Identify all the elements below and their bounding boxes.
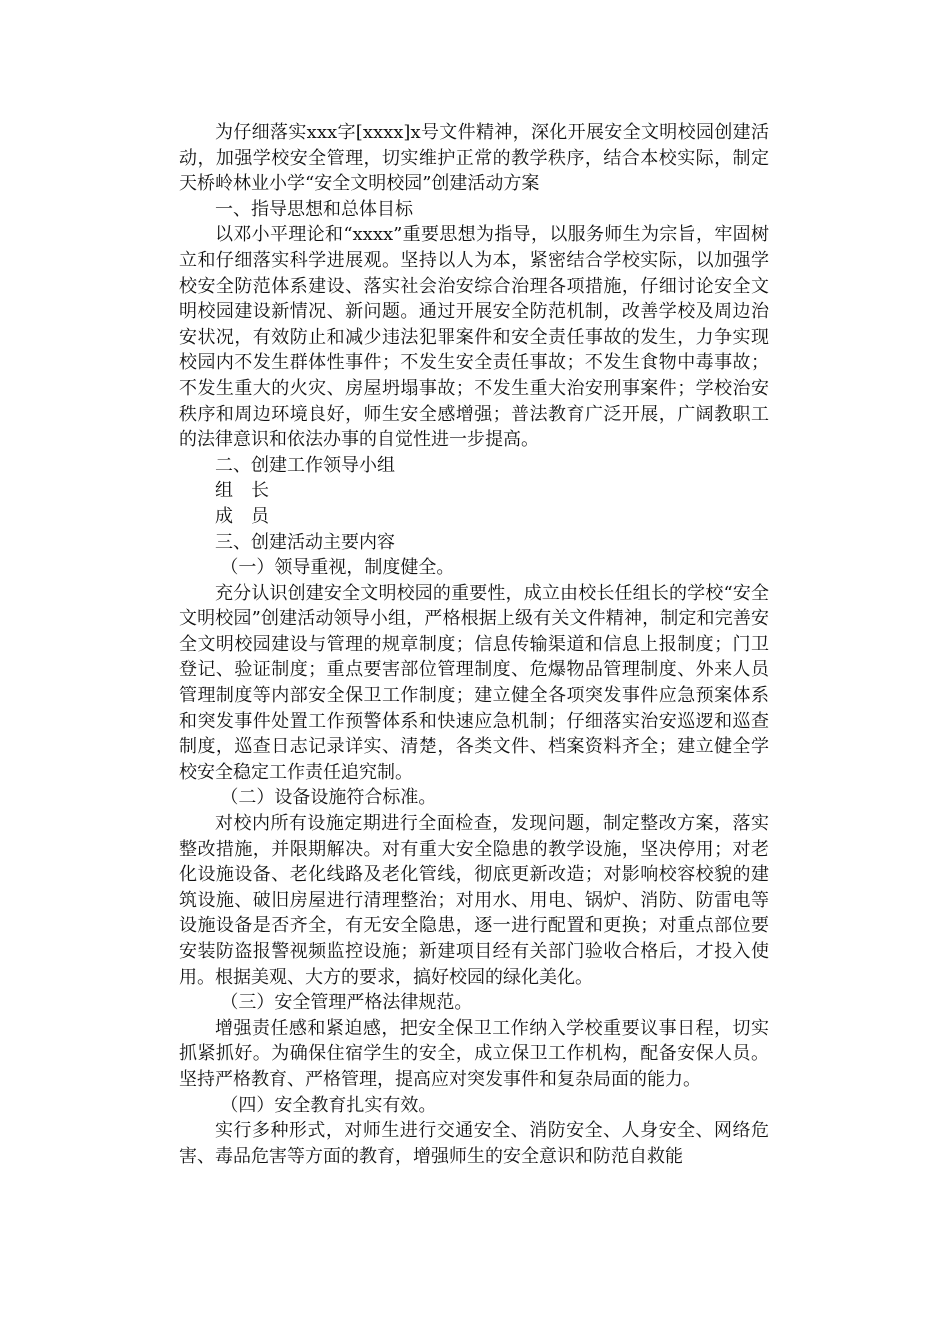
leader-line: 组 长: [215, 480, 269, 502]
section-1-paragraph: 以邓小平理论和“xxxx”重要思想为指导，以服务师生为宗旨，牢固树立和仔细落实科学进展观。坚持以人为本，紧密结合学校实际，以加强学校安全防范体系建设、落实社会治安综合治理各项措施，仔细讨论安全文明校园建设新情况、新问题。通过开展安全防范机制，改善学校及周边治安状况，有效防止和减少违法犯罪案件和安全责任事故的发生，力争实现校园内不发生群体性事件；不发生安全责任事故；不发生食物中毒事故；不发生重大的火灾、房屋坍塌事故；不发生重大治安刑事案件；学校治安秩序和周边环境良好，师生安全感增强；普法教育广泛开展，广阔教职工的法律意识和依法办事的自觉性进一步提高。: [179, 224, 769, 451]
document-body: [179, 120, 769, 1169]
subsection-heading-4: （四）安全教育扎实有效。: [220, 1094, 437, 1116]
subsection-1-paragraph: 充分认识创建安全文明校园的重要性，成立由校长任组长的学校“安全文明校园”创建活动领导小组，严格根据上级有关文件精神，制定和完善安全文明校园建设与管理的规章制度；信息传输渠道和信息上报制度；门卫登记、验证制度；重点要害部位管理制度、危爆物品管理制度、外来人员管理制度等内部安全保卫工作制度；建立健全各项突发事件应急预案体系和突发事件处置工作预警体系和快速应急机制；仔细落实治安巡逻和巡查制度，巡查日志记录详实、清楚，各类文件、档案资料齐全；建立健全学校安全稳定工作责任追究制。: [179, 582, 769, 783]
subsection-2-paragraph: 对校内所有设施定期进行全面检查，发现问题，制定整改方案，落实整改措施，并限期解决。对有重大安全隐患的教学设施，坚决停用；对老化设施设备、老化线路及老化管线，彻底更新改造；对影响校容校貌的建筑设施、破旧房屋进行清理整治；对用水、用电、锅炉、消防、防雷电等设施设备是否齐全，有无安全隐患，逐一进行配置和更换；对重点部位要安装防盗报警视频监控设施；新建项目经有关部门验收合格后，才投入使用。根据美观、大方的要求，搞好校园的绿化美化。: [179, 813, 769, 988]
section-heading-2: 二、创建工作领导小组: [215, 454, 395, 476]
subsection-heading-1: （一）领导重视，制度健全。: [220, 557, 455, 579]
subsection-heading-3: （三）安全管理严格法律规范。: [220, 992, 473, 1014]
section-heading-1: 一、指导思想和总体目标: [215, 198, 413, 220]
section-heading-3: 三、创建活动主要内容: [215, 531, 395, 553]
subsection-3-paragraph: 增强责任感和紧迫感，把安全保卫工作纳入学校重要议事日程，切实抓紧抓好。为确保住宿学生的安全，成立保卫工作机构，配备安保人员。坚持严格教育、严格管理，提高应对突发事件和复杂局面的能力。: [179, 1017, 769, 1090]
member-line: 成 员: [215, 505, 269, 527]
subsection-4-paragraph: 实行多种形式，对师生进行交通安全、消防安全、人身安全、网络危害、毒品危害等方面的教育，增强师生的安全意识和防范自救能: [179, 1120, 769, 1167]
subsection-heading-2: （二）设备设施符合标准。: [220, 787, 437, 809]
intro-paragraph: 为仔细落实xxx字[xxxx]x号文件精神，深化开展安全文明校园创建活动，加强学校安全管理，切实维护正常的教学秩序，结合本校实际，制定天桥岭林业小学“安全文明校园”创建活动方案: [179, 122, 769, 195]
